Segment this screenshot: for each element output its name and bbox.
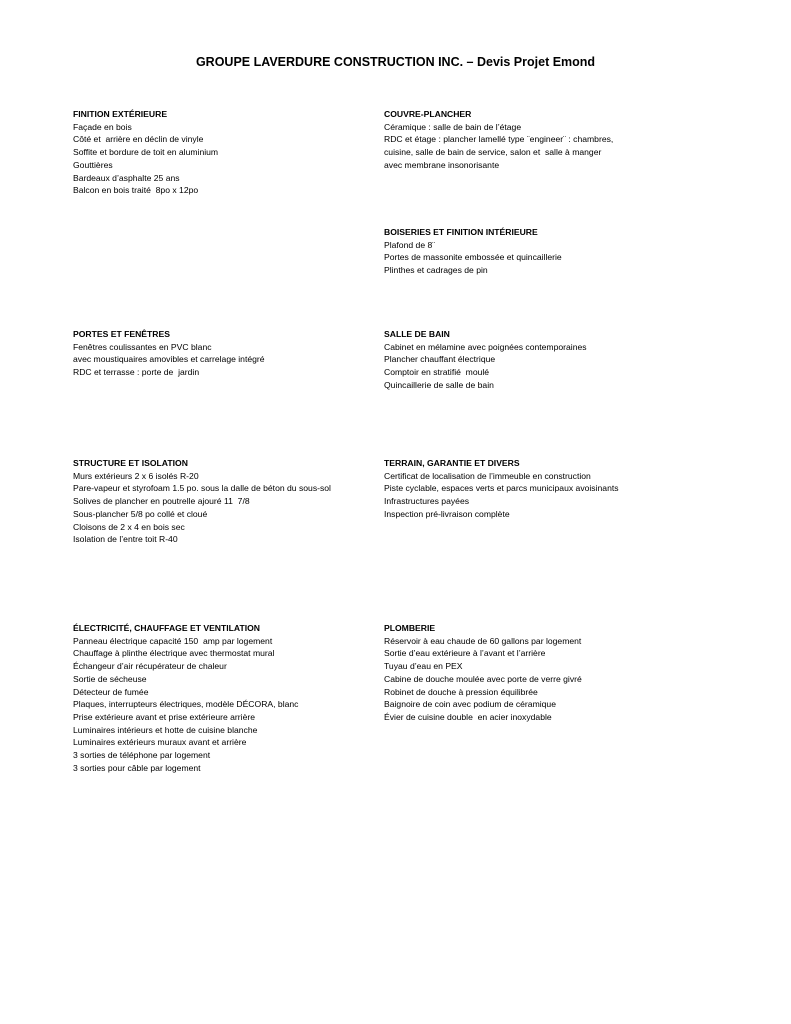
spec-line: Évier de cuisine double en acier inoxydable bbox=[384, 711, 552, 722]
section-salle-de-bain bbox=[384, 328, 587, 392]
spec-line: Réservoir à eau chaude de 60 gallons par logement bbox=[384, 635, 582, 646]
spec-line: Sous-plancher 5/8 po collé et cloué bbox=[73, 508, 208, 519]
spec-line: Quincaillerie de salle de bain bbox=[384, 379, 494, 390]
section-structure-isolation bbox=[73, 457, 331, 546]
spec-line: Échangeur d’air récupérateur de chaleur bbox=[73, 661, 227, 672]
spec-line: Baignoire de coin avec podium de céramique bbox=[384, 699, 556, 710]
section-electricite bbox=[73, 622, 298, 774]
section-heading: STRUCTURE ET ISOLATION bbox=[73, 458, 188, 468]
spec-line: Tuyau d’eau en PEX bbox=[384, 661, 463, 672]
spec-line: Portes de massonite embossée et quincaillerie bbox=[384, 252, 562, 263]
spec-line: Infrastructures payées bbox=[384, 496, 470, 507]
section-boiseries bbox=[384, 226, 562, 277]
spec-line: RDC et étage : plancher lamellé type ¨engineer¨ : chambres, bbox=[384, 134, 614, 145]
section-terrain-garantie bbox=[384, 457, 619, 521]
spec-line: avec moustiquaires amovibles et carrelage intégré bbox=[73, 354, 265, 365]
spec-line: Sortie de sécheuse bbox=[73, 673, 147, 684]
spec-line: Sortie d’eau extérieure à l’avant et l’arrière bbox=[384, 648, 546, 659]
spec-line: Plancher chauffant électrique bbox=[384, 354, 496, 365]
spec-line: Soffite et bordure de toit en aluminium bbox=[73, 147, 219, 158]
section-heading: PLOMBERIE bbox=[384, 623, 436, 633]
spec-line: Luminaires extérieurs muraux avant et arrière bbox=[73, 737, 247, 748]
spec-line: Cabine de douche moulée avec porte de verre givré bbox=[384, 673, 582, 684]
spec-line: Fenêtres coulissantes en PVC blanc bbox=[73, 341, 212, 352]
spec-line: Certificat de localisation de l’immeuble en construction bbox=[384, 470, 591, 481]
section-heading: SALLE DE BAIN bbox=[384, 329, 450, 339]
spec-line: Céramique : salle de bain de l’étage bbox=[384, 121, 522, 132]
spec-line: 3 sorties de téléphone par logement bbox=[73, 750, 211, 761]
spec-line: 3 sorties pour câble par logement bbox=[73, 762, 201, 773]
spec-line: Détecteur de fumée bbox=[73, 686, 149, 697]
spec-line: Inspection pré-livraison complète bbox=[384, 508, 510, 519]
spec-line: Côté et arrière en déclin de vinyle bbox=[73, 134, 204, 145]
spec-line: Prise extérieure avant et prise extérieure arrière bbox=[73, 711, 255, 722]
spec-line: Plinthes et cadrages de pin bbox=[384, 265, 488, 276]
section-portes-fenetres bbox=[73, 328, 265, 379]
spec-line: Luminaires intérieurs et hotte de cuisine blanche bbox=[73, 724, 258, 735]
spec-line: Bardeaux d’asphalte 25 ans bbox=[73, 172, 180, 183]
spec-line: Panneau électrique capacité 150 amp par logement bbox=[73, 635, 273, 646]
section-finition-exterieure bbox=[73, 108, 218, 197]
spec-line: Gouttières bbox=[73, 159, 113, 170]
section-heading: FINITION EXTÉRIEURE bbox=[73, 109, 168, 119]
section-couvre-plancher bbox=[384, 108, 613, 172]
spec-line: Piste cyclable, espaces verts et parcs municipaux avoisinants bbox=[384, 483, 619, 494]
spec-line: Solives de plancher en poutrelle ajouré 11 7/8 bbox=[73, 496, 250, 507]
spec-line: Pare-vapeur et styrofoam 1.5 po. sous la dalle de béton du sous-sol bbox=[73, 483, 331, 494]
spec-line: Comptoir en stratifié moulé bbox=[384, 367, 490, 378]
section-heading: TERRAIN, GARANTIE ET DIVERS bbox=[384, 458, 520, 468]
spec-line: Façade en bois bbox=[73, 121, 132, 132]
spec-line: cuisine, salle de bain de service, salon et salle à manger bbox=[384, 147, 602, 158]
document-title: GROUPE LAVERDURE CONSTRUCTION INC. – Devis Projet Emond bbox=[195, 55, 596, 69]
spec-line: Balcon en bois traité 8po x 12po bbox=[73, 185, 199, 196]
section-heading: BOISERIES ET FINITION INTÉRIEURE bbox=[384, 227, 538, 237]
section-plomberie bbox=[384, 622, 582, 724]
section-heading: PORTES ET FENÊTRES bbox=[73, 329, 170, 339]
section-heading: ÉLECTRICITÉ, CHAUFFAGE ET VENTILATION bbox=[73, 623, 260, 633]
spec-line: Chauffage à plinthe électrique avec thermostat mural bbox=[73, 648, 275, 659]
spec-line: Plafond de 8¨ bbox=[384, 239, 436, 250]
spec-line: Cloisons de 2 x 4 en bois sec bbox=[73, 521, 185, 532]
spec-line: Murs extérieurs 2 x 6 isolés R-20 bbox=[73, 470, 199, 481]
section-heading: COUVRE-PLANCHER bbox=[384, 109, 472, 119]
spec-line: Robinet de douche à pression équilibrée bbox=[384, 686, 538, 697]
spec-line: avec membrane insonorisante bbox=[384, 159, 500, 170]
spec-line: Cabinet en mélamine avec poignées contemporaines bbox=[384, 341, 587, 352]
spec-line: RDC et terrasse : porte de jardin bbox=[73, 367, 200, 378]
spec-line: Isolation de l’entre toit R-40 bbox=[73, 534, 178, 545]
spec-line: Plaques, interrupteurs électriques, modèle DÉCORA, blanc bbox=[73, 699, 299, 710]
